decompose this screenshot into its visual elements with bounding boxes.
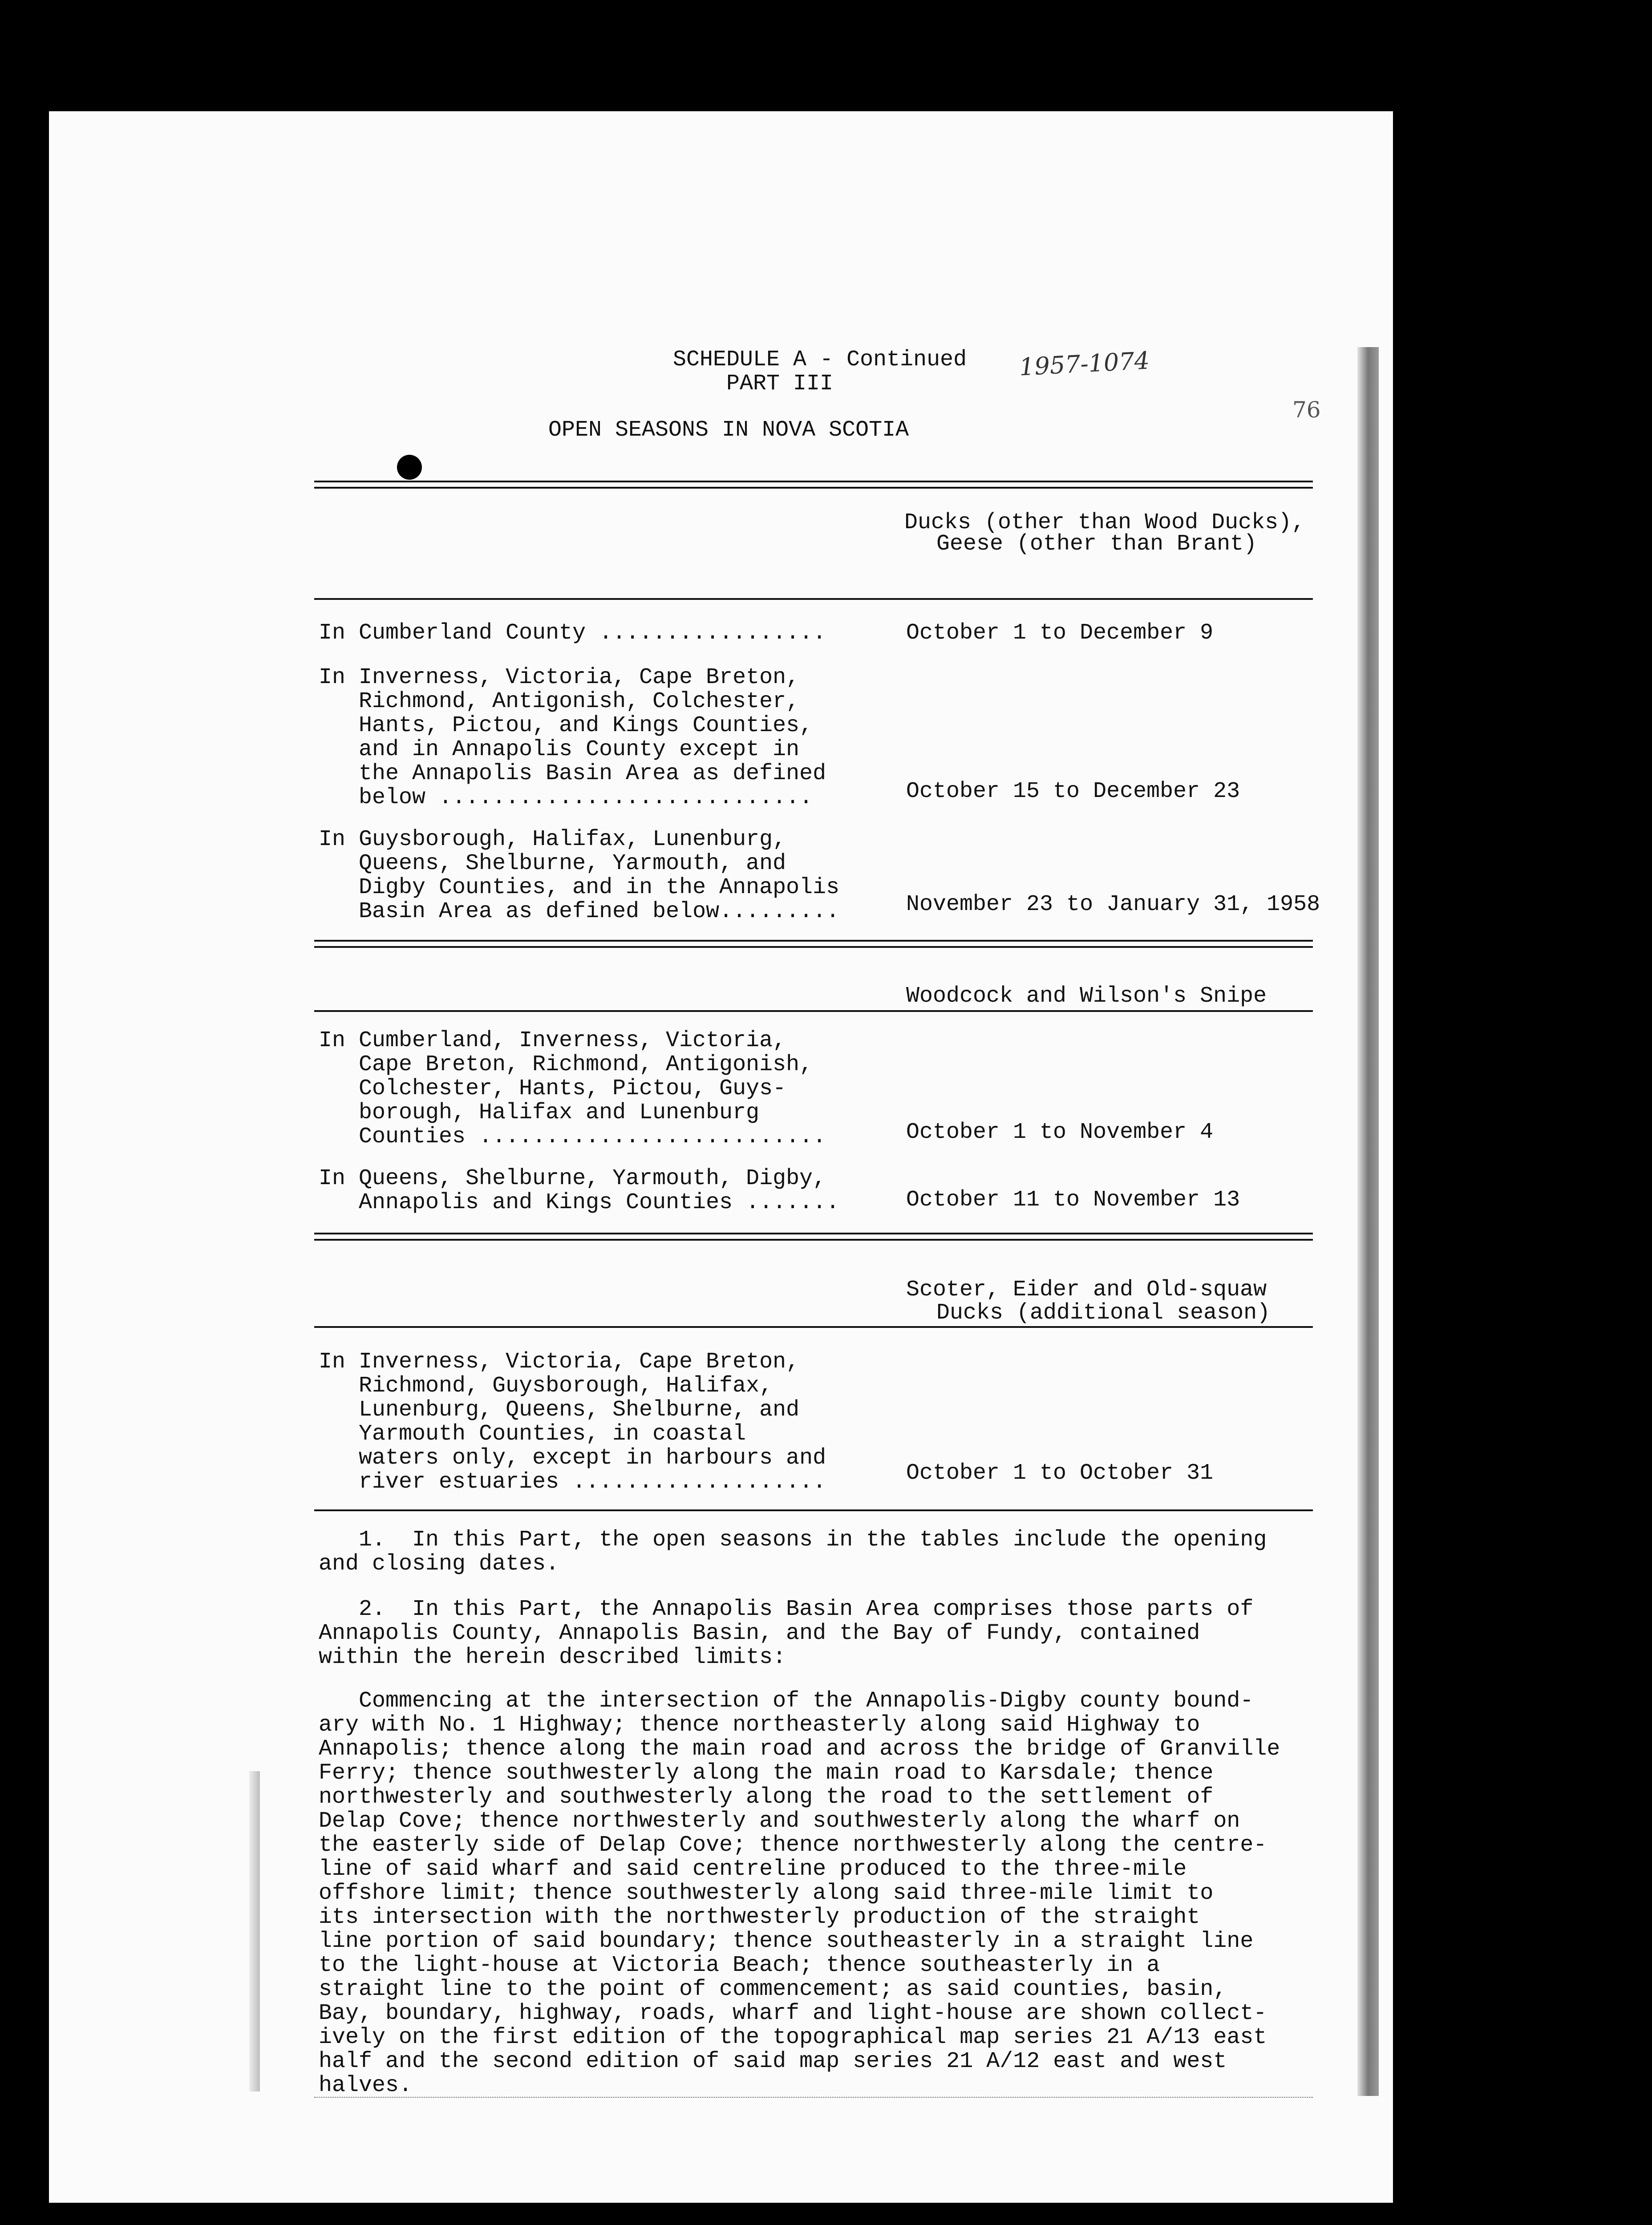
schedule-heading: SCHEDULE A - Continued xyxy=(673,347,967,372)
section1-row3-season: November 23 to January 31, 1958 xyxy=(906,892,1320,917)
section3-row1-season: October 1 to October 31 xyxy=(906,1460,1214,1486)
section1-heading-line2: Geese (other than Brant) xyxy=(936,531,1257,557)
table-top-rule xyxy=(314,481,1313,489)
boundary-description: Commencing at the intersection of the Annapolis-Digby county bound- ary with No. 1 Highway; thence northeasterly along said Highway to Annapolis; thence along the main road and across the bridge of Granville Ferry; thence southwesterly along the main road to Karsdale; thence northwesterly and southwesterly along the road to the settlement of Delap Cove; thence northwesterly and southwesterly along the wharf on the easterly side of Delap Cove; thence northwesterly along the centre- line of said wharf and said centreline produced to the three-mile offshore limit; thence southwesterly along said three-mile limit to its intersection with the northwesterly production of the straight line portion of said boundary; thence southeasterly in a straight line to the light-house at Victoria Beach; thence southeasterly in a straight line to the point of commencement; as said counties, basin, Bay, boundary, highway, roads, wharf and light-house are shown collect- ively on the first edition of the topographical map series 21 A/13 east half and the second edition of said map series 21 A/12 east and west halves. xyxy=(319,1688,1280,2098)
section2-row2-area: In Queens, Shelburne, Yarmouth, Digby, Annapolis and Kings Counties ....... xyxy=(319,1166,840,1215)
section1-row2-season: October 15 to December 23 xyxy=(906,779,1240,804)
section3-top-rule xyxy=(314,1233,1313,1241)
note-2: 2. In this Part, the Annapolis Basin Area comprises those parts of Annapolis County, Annapolis Basin, and the Bay of Fundy, contained within the herein described limits: xyxy=(319,1597,1254,1670)
section1-row1-area: In Cumberland County ................. xyxy=(319,620,826,646)
section1-row1-season: October 1 to December 9 xyxy=(906,620,1214,646)
section3-row1-area: In Inverness, Victoria, Cape Breton, Richmond, Guysborough, Halifax, Lunenburg, Queens, Shelburne, and Yarmouth Counties, in coastal waters only, except in harbours and river estuaries ................... xyxy=(319,1349,826,1495)
section2-header-rule xyxy=(314,1010,1313,1012)
scan-margin-shadow xyxy=(249,1771,260,2092)
section2-row2-season: October 11 to November 13 xyxy=(906,1187,1240,1213)
scan-edge-shadow xyxy=(1357,347,1379,2096)
part-heading: PART III xyxy=(726,371,834,396)
page-number: 76 xyxy=(1292,397,1321,423)
section1-row2-area: In Inverness, Victoria, Cape Breton, Richmond, Antigonish, Colchester, Hants, Pictou, and Kings Counties, and in Annapolis County except in the Annapolis Basin Area as defined below ............................ xyxy=(319,665,826,810)
footer-rule xyxy=(314,2097,1313,2098)
section2-row1-season: October 1 to November 4 xyxy=(906,1120,1214,1145)
page-title: OPEN SEASONS IN NOVA SCOTIA xyxy=(548,417,909,443)
section2-top-rule xyxy=(314,940,1313,948)
section2-heading: Woodcock and Wilson's Snipe xyxy=(906,983,1267,1009)
section3-heading-line2: Ducks (additional season) xyxy=(936,1300,1271,1326)
section1-heading-line1: Ducks (other than Wood Ducks), xyxy=(904,510,1305,535)
section2-row1-area: In Cumberland, Inverness, Victoria, Cape Breton, Richmond, Antigonish, Colchester, Hants, Pictou, Guys- borough, Halifax and Lunenburg Counties .......................... xyxy=(319,1028,826,1149)
handwritten-reference: 1957-1074 xyxy=(1018,346,1150,381)
table-bottom-rule xyxy=(314,1509,1313,1511)
section1-row3-area: In Guysborough, Halifax, Lunenburg, Queens, Shelburne, Yarmouth, and Digby Counties, and in the Annapolis Basin Area as defined below......... xyxy=(319,827,840,924)
section3-heading-line1: Scoter, Eider and Old-squaw xyxy=(906,1277,1267,1303)
section1-header-rule xyxy=(314,598,1313,600)
section3-header-rule xyxy=(314,1326,1313,1328)
note-1: 1. In this Part, the open seasons in the tables include the opening and closing dates. xyxy=(319,1527,1267,1577)
punch-hole-mark xyxy=(397,455,422,480)
